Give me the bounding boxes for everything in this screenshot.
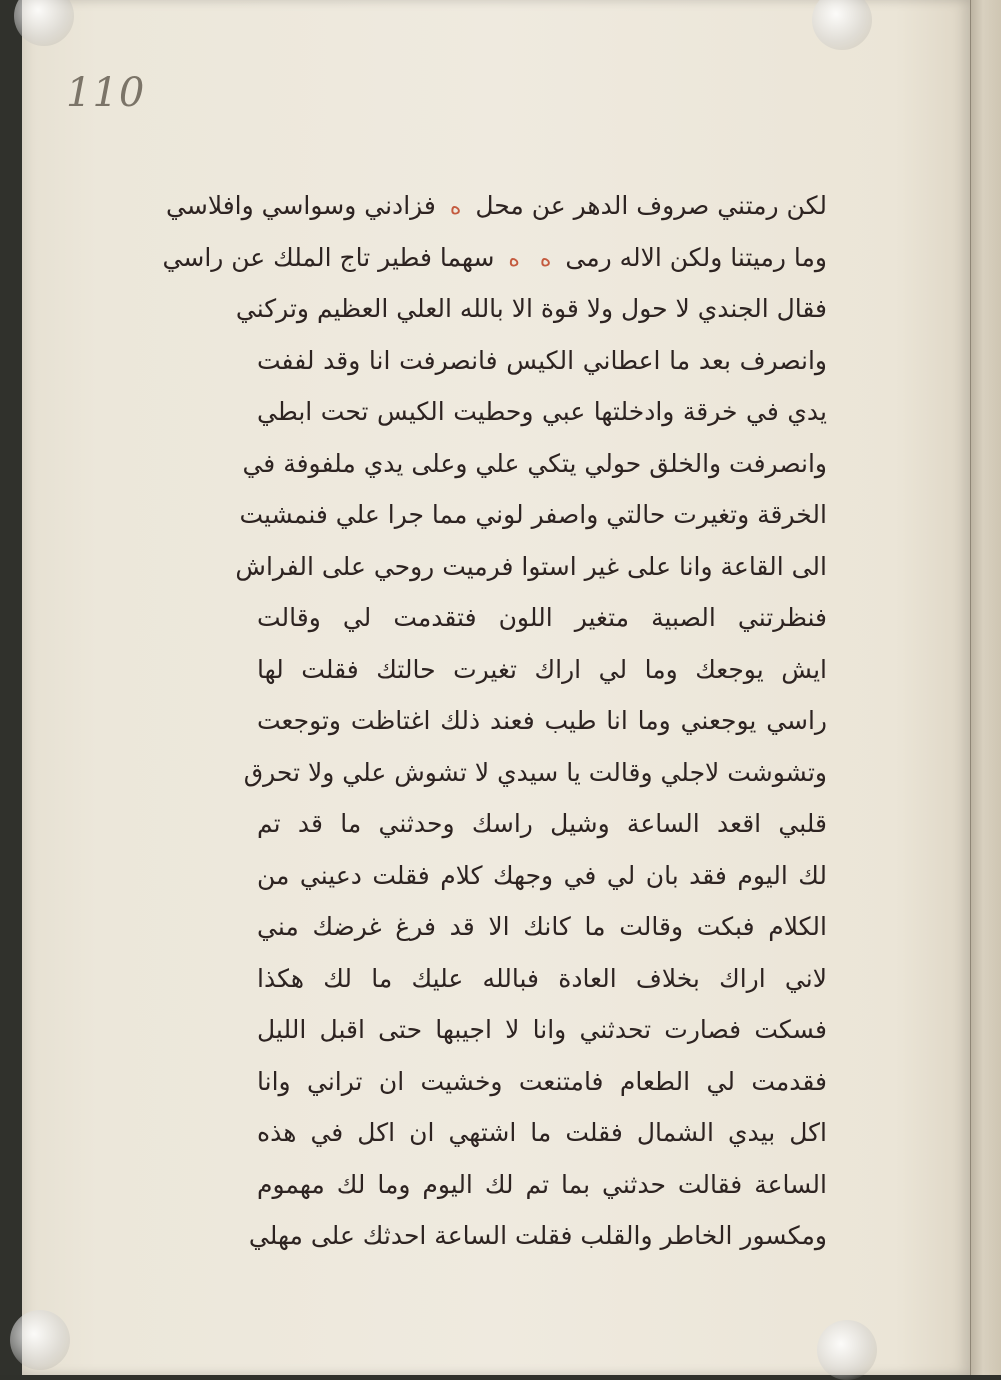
text-line-15: الكلام فبكت وقالت ما كانك الا قد فرغ غرضك مني xyxy=(257,912,827,941)
text-line-5: يدي في خرقة وادخلتها عبي وحطيت الكيس تحت ابطي xyxy=(257,397,827,426)
text-line-2 xyxy=(162,232,827,284)
adjacent-page-edge xyxy=(970,0,1001,1375)
text-line-16: لاني اراك بخلاف العادة فبالله عليك ما لك هكذا xyxy=(257,963,827,993)
text-line-9: فنظرتني الصبية متغير اللون فتقدمت لي وقالت xyxy=(257,603,827,632)
text-line-7: الخرقة وتغيرت حالتي واصفر لوني مما جرا علي فنمشيت xyxy=(239,500,827,529)
text-line-17: فسكت فصارت تحدثني وانا لا اجيبها حتى اقبل الليل xyxy=(257,1015,827,1044)
text-line-21: ومكسور الخاطر والقلب فقلت الساعة احدثك على مهلي xyxy=(248,1221,827,1250)
line-1-segment-a: لكن رمتني صروف الدهر عن محل xyxy=(475,191,827,220)
text-line-13: قلبي اقعد الساعة وشيل راسك وحدثني ما قد تم xyxy=(257,809,827,838)
text-line-8: الى القاعة وانا على غير استوا فرميت روحي على الفراش xyxy=(235,551,827,581)
text-line-14: لك اليوم فقد بان لي في وجهك كلام فقلت دعيني من xyxy=(257,860,827,890)
manuscript-page xyxy=(22,0,972,1375)
text-line-1 xyxy=(166,180,827,232)
text-line-20: الساعة فقالت حدثني بما تم لك اليوم وما لك مهموم xyxy=(257,1169,827,1199)
text-line-10: ايش يوجعك وما لي اراك تغيرت حالتك فقلت لها xyxy=(257,654,827,684)
folio-number: 110 xyxy=(66,70,146,116)
line-2-segment-b: سهما فطير تاج الملك عن راسي xyxy=(162,242,495,272)
verse-divider-mark: ه xyxy=(449,195,462,220)
glass-weight-bottom-right xyxy=(817,1320,877,1380)
line-1-segment-b: فزادني وسواسي وافلاسي xyxy=(166,191,436,220)
text-line-19: اكل بيدي الشمال فقلت ما اشتهي ان اكل في هذه xyxy=(257,1118,827,1147)
text-line-11: راسي يوجعني وما انا طيب فعند ذلك اغتاظت وتوجعت xyxy=(257,706,827,735)
text-line-4: وانصرف بعد ما اعطاني الكيس فانصرفت انا وقد لففت xyxy=(257,345,827,375)
text-line-18: فقدمت لي الطعام فامتنعت وخشيت ان تراني وانا xyxy=(257,1066,827,1096)
glass-weight-top-left xyxy=(14,0,74,46)
text-line-6: وانصرفت والخلق حولي يتكي علي وعلى يدي ملفوفة في xyxy=(242,448,827,478)
verse-divider-mark: ه xyxy=(539,246,552,272)
glass-weight-top-right xyxy=(812,0,872,50)
glass-weight-bottom-left xyxy=(10,1310,70,1370)
line-2-segment-a: وما رميتنا ولكن الاله رمى xyxy=(565,242,827,272)
manuscript-text-block xyxy=(162,180,827,1250)
text-line-3: فقال الجندي لا حول ولا قوة الا بالله العلي العظيم وتركني xyxy=(235,294,827,323)
text-line-12: وتشوشت لاجلي وقالت يا سيدي لا تشوش علي ولا تحرق xyxy=(243,757,827,787)
verse-divider-mark: ه xyxy=(508,246,520,272)
